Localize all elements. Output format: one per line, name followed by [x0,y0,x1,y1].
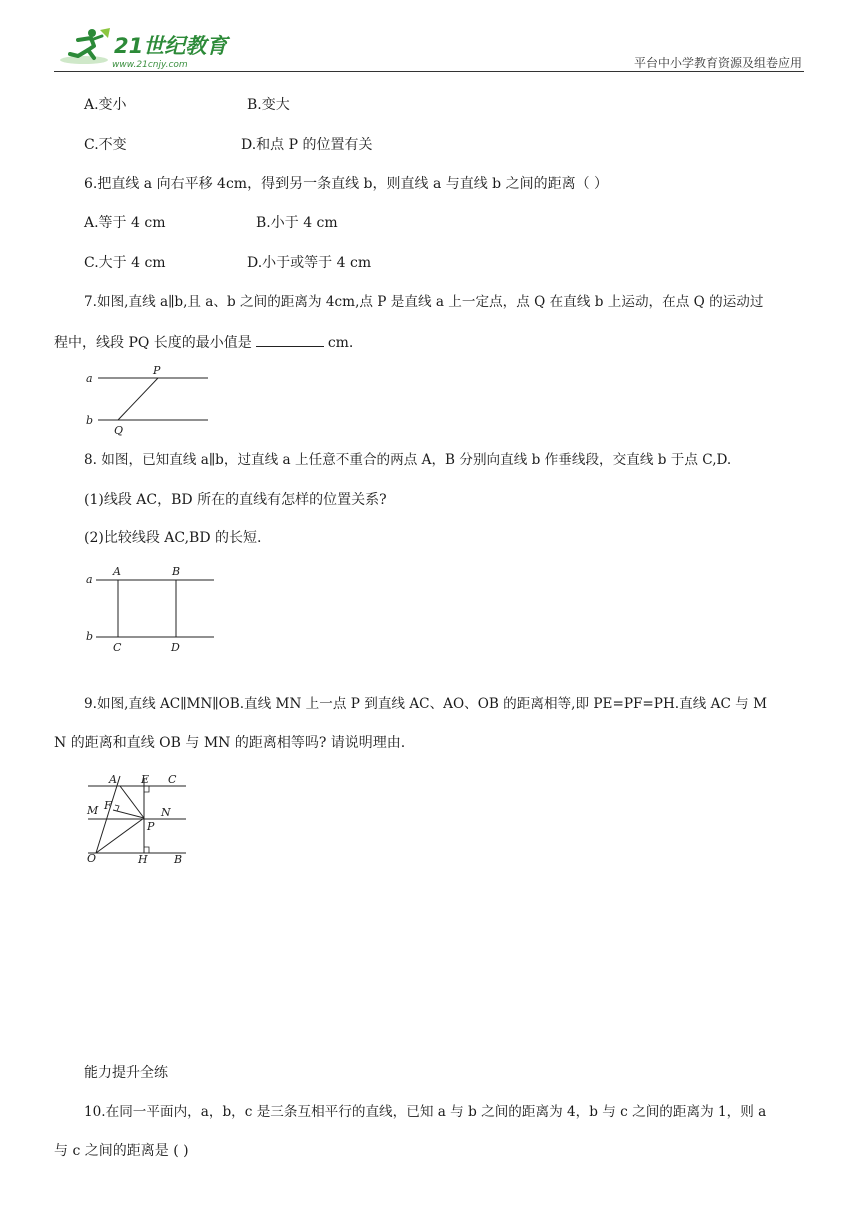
label-b: b [86,630,94,643]
q9-figure [82,768,192,868]
q10-stem-line2: 与 c 之间的距离是 ( ) [54,1143,189,1159]
q8-part1: (1)线段 AC，BD 所在的直线有怎样的位置关系? [84,492,387,508]
label-M: M [87,804,99,817]
q7-stem-text: 程中，线段 PQ 长度的最小值是 [54,335,252,351]
right-angle-e [144,786,149,792]
q8-figure [80,560,225,656]
q8-stem: 8. 如图，已知直线 a∥b，过直线 a 上任意不重合的两点 A，B 分别向直线 b 作垂线段，交直线 b 于点 C,D. [84,452,732,468]
label-p: P [153,364,161,377]
label-E: E [141,773,150,786]
q5-option-d: D.和点 P 的位置有关 [241,137,373,153]
logo-text: 21世纪教育 [114,34,228,58]
q7-stem-line2 [54,332,353,352]
q9-stem-line2: N 的距离和直线 OB 与 MN 的距离相等吗? 请说明理由. [54,735,406,751]
q5-option-c: C.不变 [84,137,127,153]
q7-unit: cm. [327,335,354,351]
q6-option-d: D.小于或等于 4 cm [247,255,372,271]
logo-url: www.21cnjy.com [112,60,188,70]
header-divider [54,71,804,72]
label-b: b [86,414,94,427]
q5-option-b: B.变大 [247,97,290,113]
segment-ao [96,776,120,853]
label-F: F [104,799,112,812]
q8-part2: (2)比较线段 AC,BD 的长短. [84,530,262,546]
segment-op [96,818,144,853]
label-a: a [86,573,93,586]
q7-stem-line1: 7.如图,直线 a∥b,且 a、b 之间的距离为 4cm,点 P 是直线 a 上一定点，点 Q 在直线 b 上运动，在点 Q 的运动过 [84,294,764,310]
q7-figure [80,362,220,438]
label-B: B [174,853,183,866]
q9-stem-line1: 9.如图,直线 AC∥MN∥OB.直线 MN 上一点 P 到直线 AC、AO、OB 的距离相等,即 PE=PF=PH.直线 AC 与 M [84,696,768,712]
q6-stem: 6.把直线 a 向右平移 4cm，得到另一条直线 b，则直线 a 与直线 b 之间的距离（ ） [84,176,609,192]
q7-answer-blank [256,332,324,347]
site-logo [58,26,228,74]
segment-pq [118,378,158,420]
runner-logo-icon [58,26,114,66]
label-N: N [161,806,171,819]
q5-option-a: A.变小 [84,97,127,113]
q6-option-b: B.小于 4 cm [256,215,338,231]
label-A: A [109,773,117,786]
page-header [0,0,860,80]
label-O: O [87,852,97,865]
label-D: D [171,641,180,654]
label-H: H [138,853,148,866]
header-tagline: 平台中小学教育资源及组卷应用 [633,56,802,70]
label-C: C [168,773,177,786]
label-A: A [113,565,121,578]
label-C: C [113,641,122,654]
label-P: P [147,820,155,833]
label-B: B [172,565,181,578]
label-q: Q [114,424,124,437]
right-angle-f [115,805,119,811]
q6-option-a: A.等于 4 cm [84,215,166,231]
q10-stem-line1: 10.在同一平面内，a，b，c 是三条互相平行的直线，已知 a 与 b 之间的距离为 4，b 与 c 之间的距离为 1，则 a [84,1104,767,1120]
section-title: 能力提升全练 [84,1065,168,1081]
q6-option-c: C.大于 4 cm [84,255,166,271]
label-a: a [86,372,93,385]
